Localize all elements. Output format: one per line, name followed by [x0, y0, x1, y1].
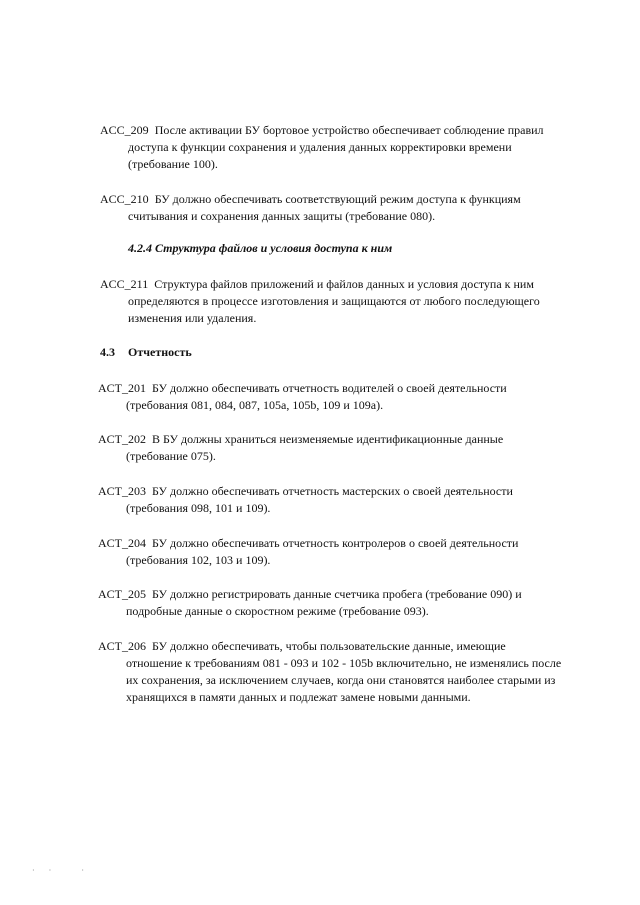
section-title: Отчетность — [128, 345, 192, 359]
requirement-act-205 — [98, 586, 522, 620]
requirement-text: БУ должно регистрировать данные счетчика пробега (требование 090) и — [152, 587, 522, 601]
section-number: 4.3 — [100, 345, 115, 359]
requirement-code: ACT_204 — [98, 536, 146, 550]
requirement-text: БУ должно обеспечивать, чтобы пользовательские данные, имеющие — [152, 639, 506, 653]
requirement-act-203 — [98, 483, 513, 517]
requirement-acc-209 — [100, 122, 544, 173]
requirement-code: ACT_205 — [98, 587, 146, 601]
requirement-act-204 — [98, 535, 518, 569]
requirement-text: БУ должно обеспечивать соответствующий режим доступа к функциям — [154, 192, 521, 206]
requirement-text: В БУ должны храниться неизменяемые идентификационные данные — [152, 432, 504, 446]
subsection-heading: 4.2.4 Структура файлов и условия доступа к ним — [128, 241, 393, 255]
requirement-text: После активации БУ бортовое устройство обеспечивает соблюдение правил — [154, 123, 544, 137]
requirement-code: ACC_210 — [100, 192, 149, 206]
requirement-text: считывания и сохранения данных защиты (требование 080). — [128, 209, 436, 223]
requirement-text: отношение к требованиям 081 - 093 и 102 - 105b включительно, не изменялись после — [126, 656, 562, 670]
requirement-text: определяются в процессе изготовления и защищаются от любого последующего — [128, 294, 540, 308]
scan-artifact: ·· · — [32, 866, 98, 875]
requirement-text: БУ должно обеспечивать отчетность контролеров о своей деятельности — [152, 536, 519, 550]
requirement-acc-210 — [100, 191, 521, 225]
requirement-text: (требования 081, 084, 087, 105a, 105b, 109 и 109a). — [126, 398, 384, 412]
requirement-code: ACT_202 — [98, 432, 146, 446]
requirement-text: (требование 100). — [128, 157, 218, 171]
requirement-code: ACC_211 — [100, 277, 149, 291]
section-heading — [100, 345, 192, 360]
requirement-code: ACT_203 — [98, 484, 146, 498]
requirement-text: (требования 098, 101 и 109). — [126, 501, 271, 515]
requirement-text: (требование 075). — [126, 449, 216, 463]
requirement-text: доступа к функции сохранения и удаления данных корректировки времени — [128, 140, 512, 154]
requirement-code: ACT_201 — [98, 381, 146, 395]
requirement-text: Структура файлов приложений и файлов данных и условия доступа к ним — [154, 277, 534, 291]
requirement-act-206 — [98, 638, 561, 706]
requirement-code: ACC_209 — [100, 123, 149, 137]
requirement-act-202 — [98, 431, 503, 465]
requirement-text: хранящихся в памяти данных и подлежат замене новыми данными. — [126, 690, 471, 704]
requirement-text: (требования 102, 103 и 109). — [126, 553, 271, 567]
requirement-text: БУ должно обеспечивать отчетность водителей о своей деятельности — [152, 381, 507, 395]
requirement-text: изменения или удаления. — [128, 311, 257, 325]
requirement-acc-211 — [100, 276, 540, 327]
requirement-act-201 — [98, 380, 507, 414]
requirement-code: ACT_206 — [98, 639, 146, 653]
requirement-text: подробные данные о скоростном режиме (требование 093). — [126, 604, 429, 618]
requirement-text: БУ должно обеспечивать отчетность мастерских о своей деятельности — [152, 484, 513, 498]
requirement-text: их сохранения, за исключением случаев, когда они становятся наиболее старыми из — [126, 673, 556, 687]
